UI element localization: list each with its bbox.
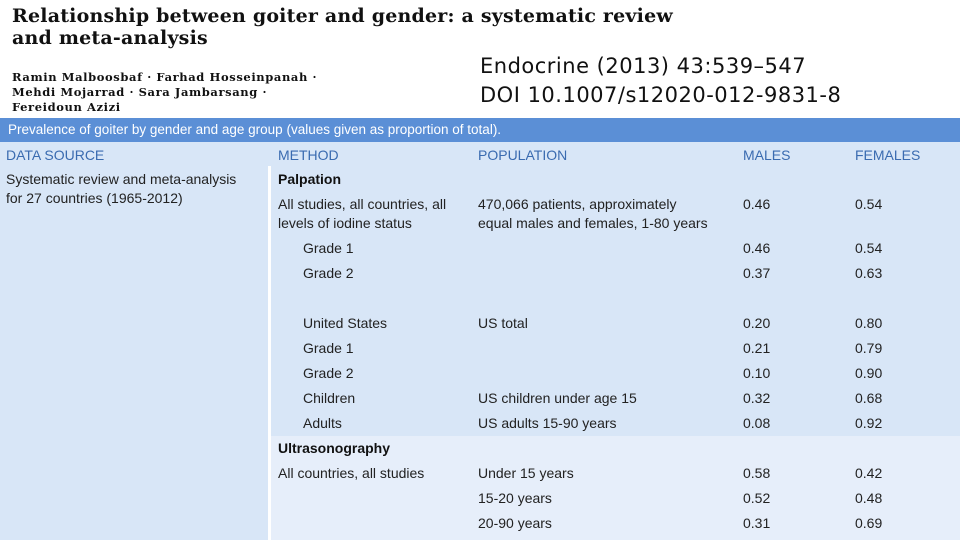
header-data-source: DATA SOURCE (6, 147, 105, 163)
all-studies-population-line-1: 470,066 patients, approximately (478, 196, 677, 212)
figure-title: Prevalence of goiter by gender and age group (values given as proportion of total). (8, 122, 502, 137)
row-females: 0.48 (855, 490, 883, 506)
row-females: 0.63 (855, 265, 883, 281)
authors-line-2: Mehdi Mojarrad · Sara Jambarsang · (12, 85, 268, 99)
row-males: 0.37 (743, 265, 771, 281)
ultrasonography-method: All countries, all studies (278, 465, 425, 481)
data-source-line-2: for 27 countries (1965-2012) (6, 190, 183, 206)
row-males: 0.32 (743, 390, 771, 406)
author-list (12, 70, 392, 115)
row-males: 0.08 (743, 415, 771, 431)
row-females: 0.79 (855, 340, 883, 356)
data-source-line-1: Systematic review and meta-analysis (6, 171, 237, 187)
row-method: Children (303, 390, 356, 406)
doi: DOI 10.1007/s12020-012-9831-8 (480, 83, 842, 107)
all-studies-males: 0.46 (743, 196, 771, 212)
all-studies-population-line-2: equal males and females, 1-80 years (478, 215, 708, 231)
data-source-column-background (0, 166, 268, 540)
palpation-label: Palpation (278, 171, 342, 187)
authors-line-1: Ramin Malboosbaf · Farhad Hosseinpanah · (12, 70, 318, 84)
row-females: 0.92 (855, 415, 883, 431)
citation: Endocrine (2013) 43:539–547 (480, 54, 807, 78)
paper-title-line-2: and meta-analysis (12, 27, 208, 49)
authors-line-3: Fereidoun Azizi (12, 100, 121, 114)
row-females: 0.90 (855, 365, 883, 381)
row-females: 0.54 (855, 240, 883, 256)
row-method: Adults (303, 415, 342, 431)
row-males: 0.10 (743, 365, 771, 381)
all-studies-females: 0.54 (855, 196, 883, 212)
row-males: 0.20 (743, 315, 771, 331)
row-method: Grade 1 (303, 240, 354, 256)
all-studies-method-line-2: levels of iodine status (278, 215, 412, 231)
row-females: 0.80 (855, 315, 883, 331)
header-method: METHOD (278, 147, 339, 163)
all-studies-method-line-1: All studies, all countries, all (278, 196, 447, 212)
row-population: 20-90 years (478, 515, 552, 531)
row-males: 0.31 (743, 515, 771, 531)
row-method: Grade 1 (303, 340, 354, 356)
row-method: Grade 2 (303, 265, 354, 281)
row-population: 15-20 years (478, 490, 552, 506)
row-males: 0.46 (743, 240, 771, 256)
row-females: 0.69 (855, 515, 883, 531)
row-males: 0.58 (743, 465, 771, 481)
header-population: POPULATION (478, 147, 568, 163)
row-method: Grade 2 (303, 365, 354, 381)
row-population: Under 15 years (478, 465, 574, 481)
row-females: 0.68 (855, 390, 883, 406)
paper-title-line-1: Relationship between goiter and gender: a systematic review (12, 5, 673, 27)
row-method: United States (303, 315, 388, 331)
ultrasonography-label: Ultrasonography (278, 440, 391, 456)
row-males: 0.52 (743, 490, 771, 506)
row-population: US total (478, 315, 528, 331)
journal-citation (480, 52, 841, 110)
row-population: US children under age 15 (478, 390, 637, 406)
row-population: US adults 15-90 years (478, 415, 617, 431)
figure-title-bar (0, 118, 960, 142)
row-females: 0.42 (855, 465, 883, 481)
header-females: FEMALES (855, 147, 921, 163)
paper-title (12, 5, 812, 49)
row-males: 0.21 (743, 340, 771, 356)
header-males: MALES (743, 147, 791, 163)
